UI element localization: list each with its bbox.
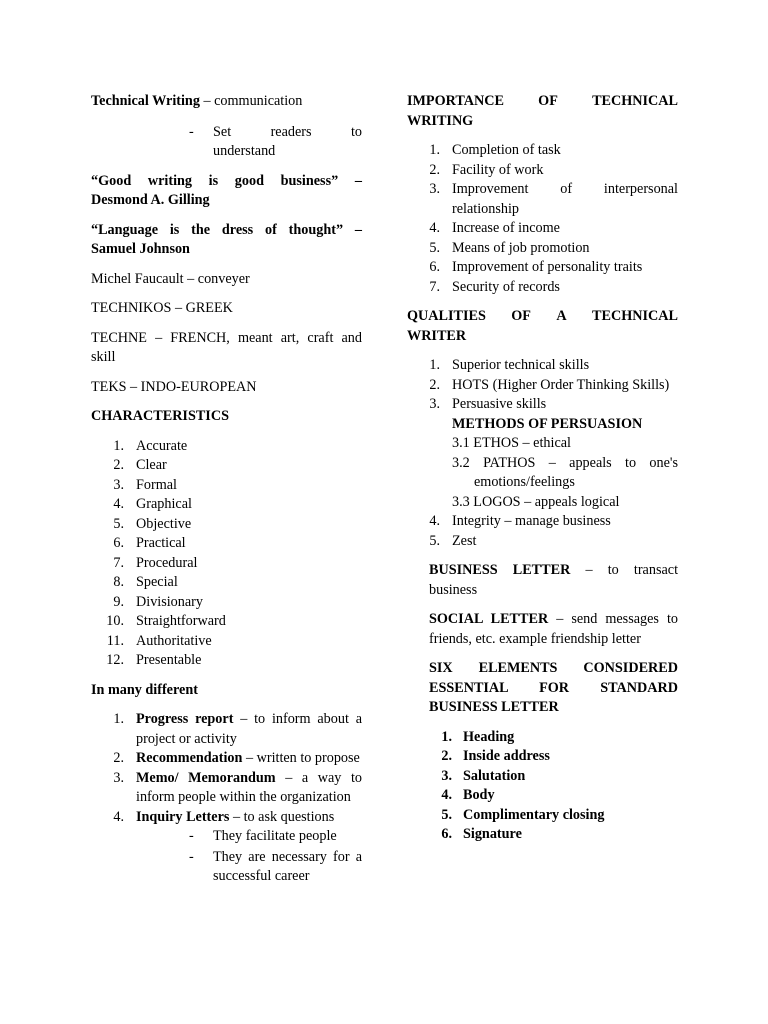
list-text: Improvement of personality traits xyxy=(452,259,643,275)
list-number: 3. xyxy=(441,767,452,784)
technical-writing-sub-line2: understand xyxy=(213,143,276,159)
list-number: 6. xyxy=(429,259,440,275)
list-number: 3. xyxy=(113,476,124,493)
list-item xyxy=(407,512,678,532)
list-item xyxy=(407,376,678,396)
word: to xyxy=(350,123,362,140)
list-number: 4. xyxy=(441,787,452,803)
list-item xyxy=(407,258,678,278)
list-number: 2. xyxy=(429,161,440,178)
importance-list xyxy=(407,141,678,297)
techne-line: TECHNE – FRENCH, meant art, craft and skill xyxy=(91,329,362,365)
sub-item-text: They are necessary for a successful career xyxy=(213,848,362,884)
methods-block xyxy=(407,415,678,513)
word: “Good xyxy=(91,172,132,189)
list-item xyxy=(91,710,362,749)
inquiry-sub-item xyxy=(91,848,362,887)
technikos-line: TECHNIKOS – GREEK xyxy=(91,300,233,316)
technical-writing-desc: – communication xyxy=(199,93,303,109)
word: dress xyxy=(221,221,254,238)
list-item xyxy=(407,806,678,826)
list-item xyxy=(91,515,362,535)
list-text: Signature xyxy=(463,826,522,842)
list-item xyxy=(407,532,678,552)
list-text xyxy=(136,769,362,808)
method-item: 3.2 PATHOS – appeals to one's emotions/feelings xyxy=(452,454,678,490)
business-letter-def xyxy=(407,561,678,600)
technical-writing-sub xyxy=(91,123,362,162)
list-number: 3. xyxy=(429,396,440,412)
list-number: 8. xyxy=(113,574,124,590)
list-number: 6. xyxy=(441,826,452,842)
dash-marker: - xyxy=(189,123,194,140)
list-text: Zest xyxy=(452,532,477,549)
list-number: 5. xyxy=(113,515,124,532)
importance-heading xyxy=(407,92,678,131)
list-item xyxy=(407,141,678,161)
list-number: 4. xyxy=(113,808,124,825)
list-item xyxy=(407,786,678,806)
word: TECHNICAL xyxy=(592,308,678,324)
list-item xyxy=(407,747,678,767)
list-number: 7. xyxy=(429,278,440,295)
business-letter-desc: – to transact business xyxy=(429,562,679,598)
list-item xyxy=(91,495,362,515)
list-text: Divisionary xyxy=(136,593,203,610)
list-term: Inquiry Letters xyxy=(136,808,230,825)
list-number: 3. xyxy=(113,769,124,786)
faucault-line: Michel Faucault – conveyer xyxy=(91,270,250,287)
list-number: 5. xyxy=(429,239,440,256)
list-term: Memo/ Memorandum xyxy=(136,769,276,786)
list-definition: – a way to inform people within the organization xyxy=(136,769,362,805)
list-text: Persuasive skills xyxy=(452,396,547,412)
list-text: Integrity – manage business xyxy=(452,513,611,529)
list-term: Progress report xyxy=(136,711,234,727)
social-letter-term: SOCIAL LETTER xyxy=(429,611,549,627)
six-elements-heading: SIX ELEMENTS CONSIDERED ESSENTIAL FOR STANDARD BUSINESS LETTER xyxy=(429,660,678,715)
list-number: 11. xyxy=(106,632,124,649)
list-definition: – to ask questions xyxy=(229,808,335,825)
list-item xyxy=(407,825,678,845)
qualities-heading-line2: WRITER xyxy=(407,327,467,344)
quote-language-author: Samuel Johnson xyxy=(91,241,190,257)
list-term: Recommendation xyxy=(136,750,243,766)
list-number: 3. xyxy=(429,181,440,197)
word: IMPORTANCE xyxy=(407,93,504,109)
dash-marker: - xyxy=(189,848,194,865)
list-text: Security of records xyxy=(452,278,560,295)
list-number: 5. xyxy=(429,532,440,549)
word: “Language xyxy=(91,221,159,238)
inquiry-sub-item xyxy=(91,827,362,847)
list-text: Completion of task xyxy=(452,142,561,158)
list-item xyxy=(407,767,678,787)
list-item xyxy=(91,769,362,808)
characteristics-list xyxy=(91,437,362,671)
list-item xyxy=(407,278,678,298)
sub-item-text: They facilitate people xyxy=(213,828,337,844)
quote-good-writing-author: Desmond A. Gilling xyxy=(91,192,210,208)
list-item xyxy=(407,395,678,415)
list-number: 1. xyxy=(429,142,440,158)
list-text: Procedural xyxy=(136,554,198,571)
list-item xyxy=(91,808,362,828)
word: A xyxy=(556,308,567,324)
word: Set xyxy=(213,123,232,140)
list-text xyxy=(136,710,362,749)
list-number: 2. xyxy=(441,748,452,764)
word: OF xyxy=(511,308,531,324)
list-item xyxy=(91,593,362,613)
word: good xyxy=(234,172,264,189)
list-item xyxy=(407,180,678,219)
left-column xyxy=(91,92,362,887)
word: is xyxy=(208,172,219,189)
list-item xyxy=(91,456,362,476)
list-item xyxy=(91,476,362,496)
list-number: 4. xyxy=(429,513,440,529)
list-text: Clear xyxy=(136,457,167,473)
list-text: Increase of income xyxy=(452,220,560,236)
list-item xyxy=(407,239,678,259)
list-text: Complimentary closing xyxy=(463,806,605,823)
list-text: Straightforward xyxy=(136,613,226,629)
word: thought” xyxy=(288,221,344,238)
word: – xyxy=(354,221,362,238)
list-number: 10. xyxy=(106,613,124,629)
word: of xyxy=(265,221,277,238)
list-number: 1. xyxy=(441,728,452,745)
list-text: Means of job promotion xyxy=(452,239,590,256)
list-text: Improvement of interpersonal relationship xyxy=(452,181,678,217)
list-number: 1. xyxy=(113,711,124,727)
list-item xyxy=(91,573,362,593)
list-text: Body xyxy=(463,787,495,803)
list-item xyxy=(91,749,362,769)
list-number: 12. xyxy=(106,652,124,668)
list-definition: – to inform about a project or activity xyxy=(136,711,362,747)
teks-line: TEKS – INDO-EUROPEAN xyxy=(91,378,257,395)
qualities-heading xyxy=(407,307,678,346)
list-definition: – written to propose xyxy=(242,750,360,766)
many-different-heading: In many different xyxy=(91,681,198,698)
word: QUALITIES xyxy=(407,308,486,324)
list-text: Graphical xyxy=(136,496,192,512)
word: the xyxy=(191,221,211,238)
method-item: 3.1 ETHOS – ethical xyxy=(452,435,571,451)
list-number: 9. xyxy=(113,593,124,610)
list-text: Objective xyxy=(136,515,192,532)
list-item xyxy=(91,632,362,652)
list-text: Inside address xyxy=(463,748,550,764)
word: – xyxy=(354,172,362,189)
word: writing xyxy=(147,172,193,189)
list-text: Accurate xyxy=(136,437,188,454)
social-letter-desc: – send messages to friends, etc. example friendship letter xyxy=(429,611,678,647)
list-item xyxy=(91,437,362,457)
list-number: 2. xyxy=(113,457,124,473)
list-text: Facility of work xyxy=(452,161,544,178)
word: OF xyxy=(538,93,558,109)
right-column xyxy=(407,92,678,845)
list-text: Formal xyxy=(136,476,177,493)
list-text: HOTS (Higher Order Thinking Skills) xyxy=(452,376,670,393)
list-text: Superior technical skills xyxy=(452,357,590,373)
list-number: 1. xyxy=(113,437,124,454)
technical-writing-line xyxy=(91,92,362,112)
list-item xyxy=(407,356,678,376)
letter-types-list xyxy=(91,710,362,887)
technical-writing-sub-line1 xyxy=(213,123,362,143)
list-item xyxy=(91,612,362,632)
list-text: Salutation xyxy=(463,767,526,784)
list-number: 5. xyxy=(441,806,452,823)
list-item xyxy=(91,651,362,671)
list-text xyxy=(136,808,362,828)
list-text: Special xyxy=(136,574,178,590)
list-number: 2. xyxy=(429,376,440,393)
word: readers xyxy=(270,123,312,140)
technical-writing-title: Technical Writing xyxy=(91,93,200,109)
list-number: 2. xyxy=(113,750,124,766)
word: TECHNICAL xyxy=(592,93,678,109)
list-item xyxy=(91,554,362,574)
qualities-list xyxy=(407,356,678,551)
list-number: 4. xyxy=(429,220,440,236)
list-number: 7. xyxy=(113,554,124,571)
list-item xyxy=(91,534,362,554)
list-text xyxy=(136,749,362,769)
word: is xyxy=(169,221,180,238)
list-text: Authoritative xyxy=(136,632,212,649)
dash-marker: - xyxy=(189,828,194,844)
list-item xyxy=(407,728,678,748)
methods-heading: METHODS OF PERSUASION xyxy=(452,415,643,432)
business-letter-term: BUSINESS LETTER xyxy=(429,562,571,578)
word: business” xyxy=(280,172,339,189)
list-text: Practical xyxy=(136,535,186,551)
list-number: 4. xyxy=(113,496,124,512)
quote-language xyxy=(91,221,362,260)
list-number: 1. xyxy=(429,357,440,373)
list-item xyxy=(407,161,678,181)
list-number: 6. xyxy=(113,535,124,551)
list-item xyxy=(407,219,678,239)
six-elements-list xyxy=(407,728,678,845)
quote-good-writing xyxy=(91,172,362,211)
social-letter-def xyxy=(407,610,678,649)
list-text: Presentable xyxy=(136,652,202,668)
method-item: 3.3 LOGOS – appeals logical xyxy=(452,493,620,510)
importance-heading-line2: WRITING xyxy=(407,112,474,129)
list-text: Heading xyxy=(463,728,515,745)
characteristics-heading: CHARACTERISTICS xyxy=(91,408,229,424)
